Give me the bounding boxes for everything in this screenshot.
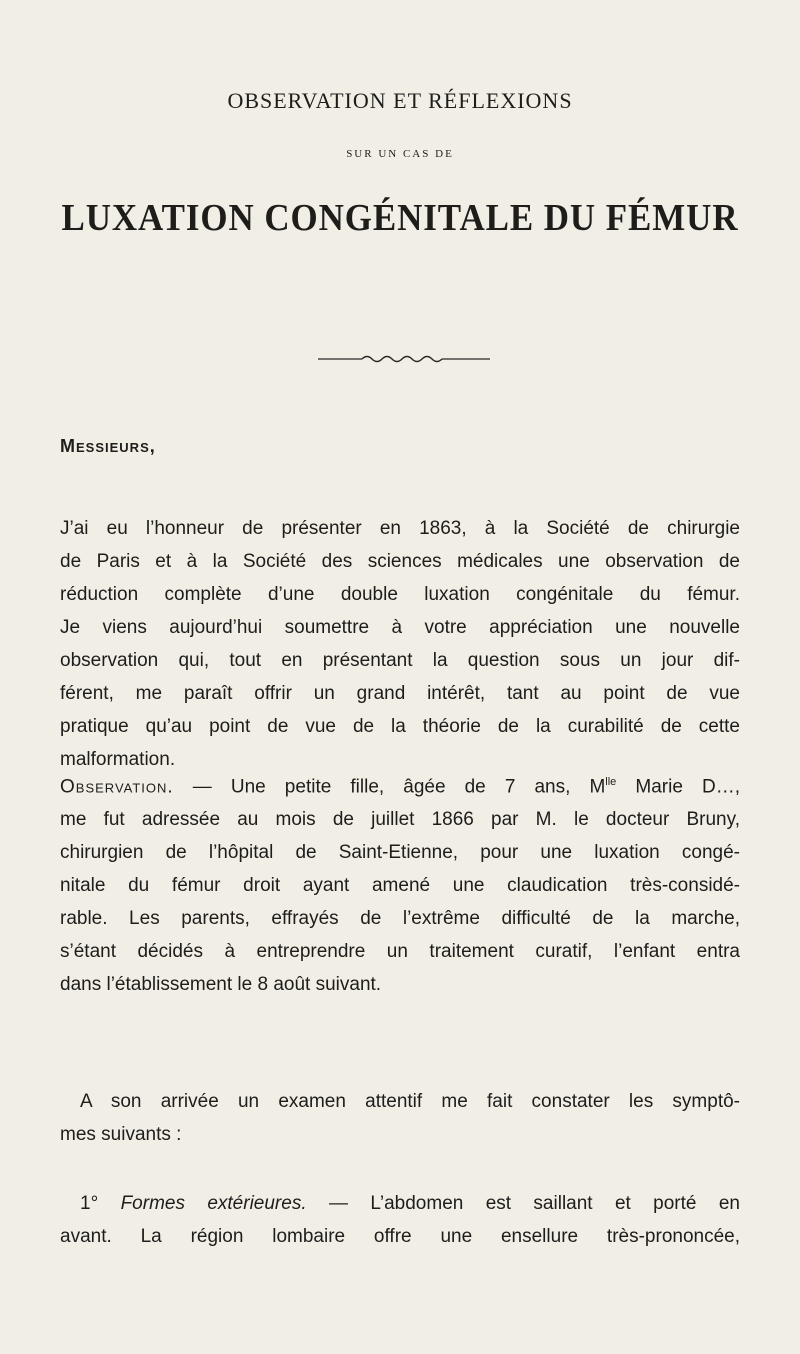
paragraph-examination [60, 1085, 740, 1151]
paragraph-forms [60, 1187, 740, 1253]
text-line: mes suivants : [60, 1124, 182, 1145]
text-line: observation qui, tout en présentant la question sous un jour dif- [60, 650, 740, 671]
paragraph-observation [60, 766, 740, 1001]
section-heading: Formes extérieures. [120, 1193, 307, 1214]
text-line: s’étant décidés à entreprendre un traitement curatif, l’enfant entra [60, 941, 740, 963]
observation-label: Observation. [60, 776, 174, 798]
text-fragment: — L’abdomen est saillant et porté en [306, 1193, 740, 1214]
header-title: OBSERVATION ET RÉFLEXIONS [227, 88, 573, 113]
text-line: avant. La région lombaire offre une ensellure très-prononcée, [60, 1226, 740, 1247]
text-line: rable. Les parents, effrayés de l’extrême difficulté de la marche, [60, 908, 740, 930]
text-line: J’ai eu l’honneur de présenter en 1863, à la Société de chirurgie [60, 518, 740, 539]
header-subtitle: SUR UN CAS DE [346, 148, 454, 160]
text-line: pratique qu’au point de vue de la théorie de la curabilité de cette [60, 716, 740, 737]
text-line: réduction complète d’une double luxation congénitale du fémur. [60, 584, 740, 605]
text-fragment: Marie D…, [616, 776, 740, 798]
text-line: chirurgien de l’hôpital de Saint-Etienne, pour une luxation congé- [60, 842, 740, 864]
text-line: nitale du fémur droit ayant amené une claudication très-considé- [60, 875, 740, 897]
main-title: LUXATION CONGÉNITALE DU FÉMUR [61, 197, 739, 239]
ornament-divider-icon [318, 352, 490, 366]
list-number: 1° [80, 1193, 99, 1214]
text-line: Je viens aujourd’hui soumettre à votre appréciation une nouvelle [60, 617, 740, 638]
text-line: me fut adressée au mois de juillet 1866 par M. le docteur Bruny, [60, 809, 740, 831]
text-line: férent, me paraît offrir un grand intérêt, tant au point de vue [60, 683, 740, 704]
text-line: de Paris et à la Société des sciences médicales une observation de [60, 551, 740, 572]
text-line: dans l’établissement le 8 août suivant. [60, 974, 382, 996]
paragraph-intro [60, 512, 740, 776]
text-fragment: — Une petite fille, âgée de 7 ans, M [173, 776, 606, 798]
text-line [60, 766, 740, 803]
superscript: lle [605, 776, 617, 788]
salutation: Messieurs, [60, 436, 156, 456]
text-line: A son arrivée un examen attentif me fait constater les symptô- [80, 1091, 740, 1112]
text-line: malformation. [60, 749, 176, 770]
text-line [60, 1187, 740, 1220]
